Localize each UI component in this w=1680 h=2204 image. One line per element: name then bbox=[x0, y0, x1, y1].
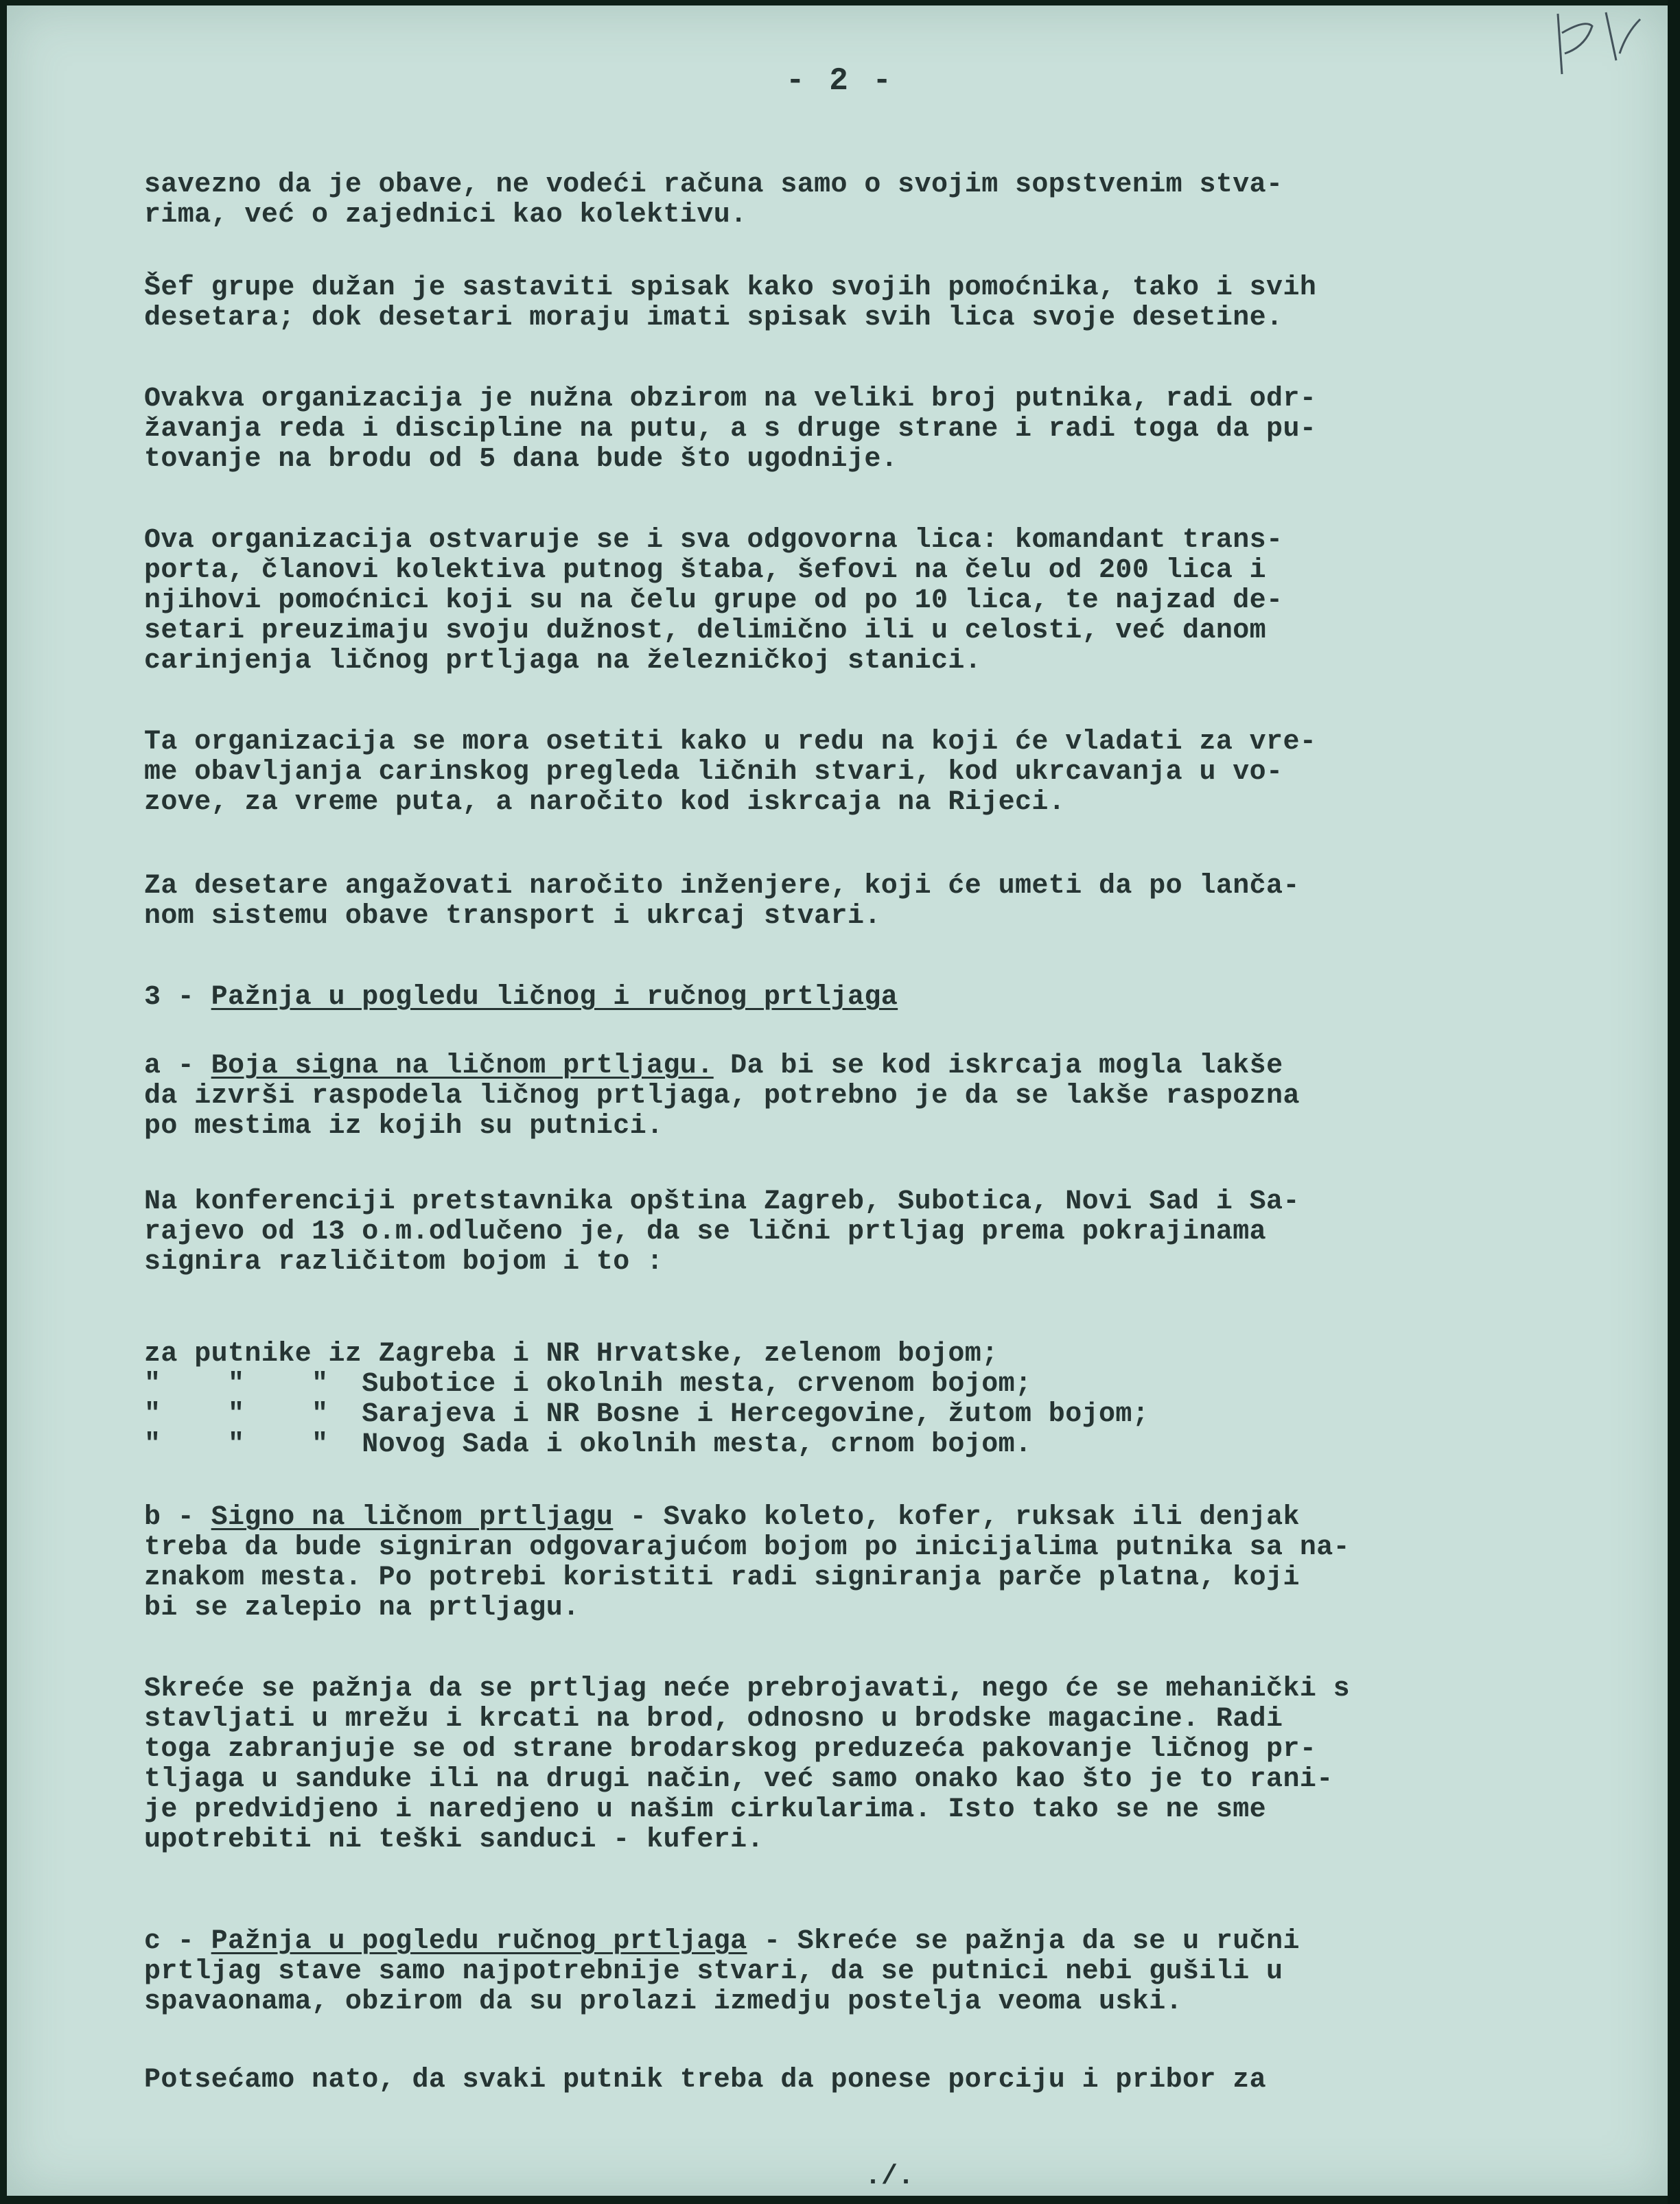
item-prefix: a - bbox=[144, 1051, 195, 1081]
text-line: - Svako koleto, kofer, ruksak ili denjak bbox=[613, 1502, 1300, 1533]
text-line: Na konferenciji pretstavnika opština Zagreb, Subotica, Novi Sad i Sa- bbox=[144, 1186, 1300, 1217]
text-line: žavanja reda i discipline na putu, a s druge strane i radi toga da pu- bbox=[144, 414, 1317, 445]
text-line: znakom mesta. Po potrebi koristiti radi signiranja parče platna, koji bbox=[144, 1562, 1300, 1593]
paragraph-3 bbox=[144, 384, 1654, 475]
paragraph-6 bbox=[144, 871, 1654, 932]
text-line: njihovi pomoćnici koji su na čelu grupe od po 10 lica, te najzad de- bbox=[144, 585, 1283, 616]
text-line: je predvidjeno i naredjeno u našim cirkularima. Isto tako se ne sme bbox=[144, 1794, 1267, 1825]
item-prefix: c - bbox=[144, 1926, 195, 1957]
text-line: da izvrši raspodela ličnog prtljaga, potrebno je da se lakše raspozna bbox=[144, 1081, 1300, 1112]
text-line: me obavljanja carinskog pregleda ličnih stvari, kod ukrcavanja u vo- bbox=[144, 757, 1283, 788]
page-number: - 2 - bbox=[785, 63, 895, 99]
text-line: Ta organizacija se mora osetiti kako u redu na koji će vladati za vre- bbox=[144, 727, 1317, 758]
text-line: Ova organizacija ostvaruje se i sva odgovorna lica: komandant trans- bbox=[144, 525, 1283, 556]
text-line: Ovakva organizacija je nužna obzirom na veliki broj putnika, radi odr- bbox=[144, 384, 1317, 414]
item-b bbox=[144, 1503, 1654, 1623]
continuation-mark: ./. bbox=[865, 2161, 915, 2192]
list-item: " " " Sarajeva i NR Bosne i Hercegovine, žutom bojom; bbox=[144, 1399, 1150, 1430]
text-line: toga zabranjuje se od strane brodarskog preduzeća pakovanje ličnog pr- bbox=[144, 1734, 1317, 1765]
text-line: signira različitom bojom i to : bbox=[144, 1247, 664, 1278]
item-c bbox=[144, 1927, 1654, 2017]
section-number: 3 - bbox=[144, 982, 195, 1013]
text-line: tovanje na brodu od 5 dana bude što ugodnije. bbox=[144, 444, 898, 475]
text-line: Da bi se kod iskrcaja mogla lakše bbox=[713, 1051, 1283, 1081]
text-line: po mestima iz kojih su putnici. bbox=[144, 1111, 664, 1142]
text-line: Šef grupe dužan je sastaviti spisak kako svojih pomoćnika, tako i svih bbox=[144, 272, 1317, 303]
text-line: nom sistemu obave transport i ukrcaj stvari. bbox=[144, 901, 881, 932]
paragraph-conference bbox=[144, 1187, 1654, 1278]
paragraph-1 bbox=[144, 170, 1654, 231]
section-title: Pažnja u pogledu ličnog i ručnog prtljaga bbox=[211, 982, 898, 1013]
text-line: rima, već o zajednici kao kolektivu. bbox=[144, 200, 747, 231]
text-line: setari preuzimaju svoju dužnost, delimično ili u celosti, već danom bbox=[144, 616, 1267, 646]
list-item: " " " Subotice i okolnih mesta, crvenom bojom; bbox=[144, 1369, 1032, 1400]
list-item: za putnike iz Zagreba i NR Hrvatske, zelenom bojom; bbox=[144, 1339, 999, 1370]
item-prefix: b - bbox=[144, 1502, 195, 1533]
text-line: rajevo od 13 o.m.odlučeno je, da se lični prtljag prema pokrajinama bbox=[144, 1217, 1267, 1247]
paragraph-attention bbox=[144, 1674, 1654, 1855]
text-line: - Skreće se pažnja da se u ručni bbox=[747, 1926, 1300, 1957]
text-line: zove, za vreme puta, a naročito kod iskrcaja na Rijeci. bbox=[144, 787, 1066, 818]
text-line: spavaonama, obzirom da su prolazi izmedju postelja veoma uski. bbox=[144, 1986, 1183, 2017]
scan-edge bbox=[1668, 0, 1680, 2204]
section-3-heading bbox=[144, 983, 1654, 1013]
text-line: upotrebiti ni teški sanduci - kuferi. bbox=[144, 1825, 764, 1855]
text-line: desetara; dok desetari moraju imati spisak svih lica svoje desetine. bbox=[144, 303, 1283, 333]
colour-list bbox=[144, 1339, 1654, 1460]
text-line: prtljag stave samo najpotrebnije stvari, da se putnici nebi gušili u bbox=[144, 1956, 1283, 1987]
text-line: Potsećamo nato, da svaki putnik treba da ponese porciju i pribor za bbox=[144, 2065, 1267, 2096]
item-title: Boja signa na ličnom prtljagu. bbox=[211, 1051, 714, 1081]
paragraph-5 bbox=[144, 727, 1654, 818]
text-line: Za desetare angažovati naročito inženjere, koji će umeti da po lanča- bbox=[144, 871, 1300, 902]
text-line: carinjenja ličnog prtljaga na železničkoj stanici. bbox=[144, 646, 982, 677]
text-line: treba da bude signiran odgovarajućom bojom po inicijalima putnika sa na- bbox=[144, 1532, 1351, 1563]
text-line: bi se zalepio na prtljagu. bbox=[144, 1593, 580, 1623]
text-line: porta, članovi kolektiva putnog štaba, šefovi na čelu od 200 lica i bbox=[144, 555, 1267, 586]
list-item: " " " Novog Sada i okolnih mesta, crnom bojom. bbox=[144, 1429, 1032, 1460]
item-a bbox=[144, 1051, 1654, 1142]
paragraph-2 bbox=[144, 273, 1654, 333]
paragraph-closing bbox=[144, 2065, 1654, 2096]
text-line: Skreće se pažnja da se prtljag neće prebrojavati, nego će se mehanički s bbox=[144, 1674, 1351, 1704]
item-title: Pažnja u pogledu ručnog prtljaga bbox=[211, 1926, 747, 1957]
text-line: tljaga u sanduke ili na drugi način, već samo onako kao što je to rani- bbox=[144, 1764, 1333, 1795]
text-line: stavljati u mrežu i krcati na brod, odnosno u brodske magacine. Radi bbox=[144, 1704, 1283, 1735]
paragraph-4 bbox=[144, 526, 1654, 677]
text-line: savezno da je obave, ne vodeći računa samo o svojim sopstvenim stva- bbox=[144, 169, 1283, 200]
item-title: Signo na ličnom prtljagu bbox=[211, 1502, 614, 1533]
